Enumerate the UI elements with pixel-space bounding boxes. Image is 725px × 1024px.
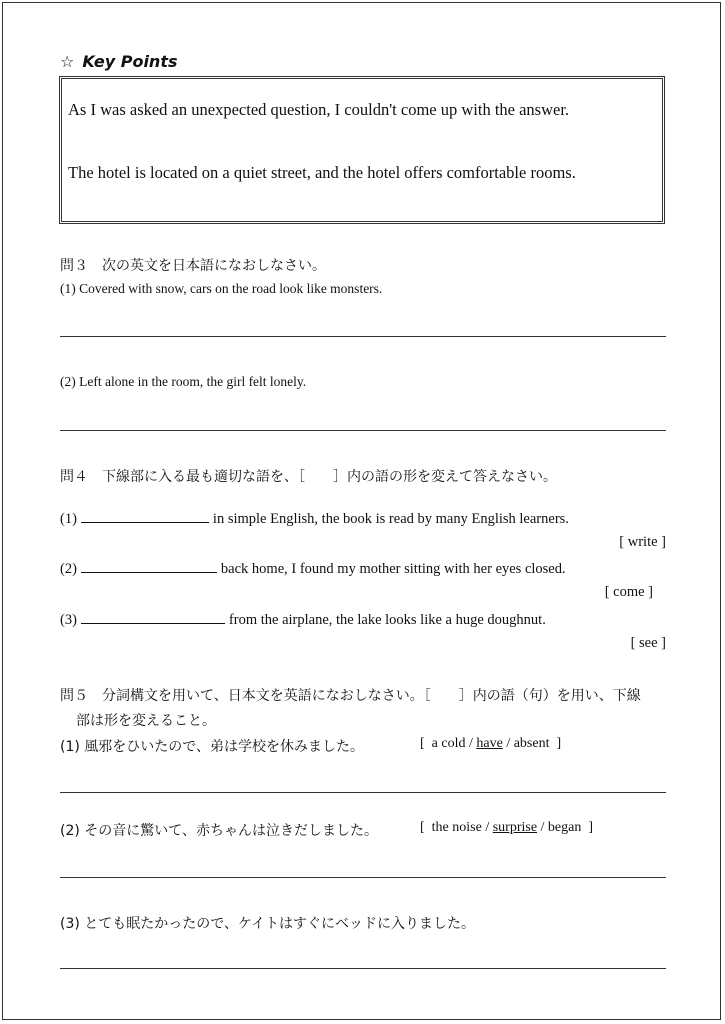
q4-item-2 xyxy=(60,558,566,578)
q4-item-2-blank[interactable] xyxy=(81,558,217,573)
q4-item-3-number: (3) xyxy=(60,612,77,628)
q5-item-1-hint xyxy=(420,736,561,752)
q4-item-1-blank[interactable] xyxy=(81,508,209,523)
q4-item-1 xyxy=(60,508,569,528)
hint-close-bracket: ] xyxy=(556,736,562,751)
q3-heading: 問３ 次の英文を日本語になおしなさい。 xyxy=(60,258,326,274)
q5-answer-line-1[interactable] xyxy=(60,792,666,793)
q4-item-1-hint: [ write ] xyxy=(619,534,666,550)
q4-item-3-blank[interactable] xyxy=(81,609,225,624)
hint-underlined-word: have xyxy=(476,736,503,751)
q4-item-2-number: (2) xyxy=(60,561,77,577)
q5-answer-line-3[interactable] xyxy=(60,968,666,969)
q3-answer-line-2[interactable] xyxy=(60,430,666,431)
q4-item-1-text: in simple English, the book is read by many English learners. xyxy=(212,511,569,527)
hint-underlined-word: surprise xyxy=(492,820,538,835)
q4-item-1-number: (1) xyxy=(60,511,77,527)
hint-word: the noise / xyxy=(431,820,490,835)
q4-heading: 問４ 下線部に入る最も適切な語を、［ ］内の語の形を変えて答えなさい。 xyxy=(60,469,557,485)
key-points-label: Key Points xyxy=(82,52,178,71)
q5-item-3: (3) とても眠たかったので、ケイトはすぐにベッドに入りました。 xyxy=(60,916,476,932)
q3-answer-line-1[interactable] xyxy=(60,336,666,337)
q3-item-2: (2) Left alone in the room, the girl felt lonely. xyxy=(60,374,307,389)
q5-item-1: (1) 風邪をひいたので、弟は学校を休みました。 xyxy=(60,739,365,755)
q4-item-3-hint: [ see ] xyxy=(630,635,666,651)
q4-item-2-hint: [ come ] xyxy=(604,584,653,600)
star-icon: ☆ xyxy=(60,52,75,71)
q5-heading-line-1: 問５ 分詞構文を用いて、日本文を英語になおしなさい。［ ］内の語（句）を用い、下線 xyxy=(60,688,641,704)
q5-heading-line-2: 部は形を変えること。 xyxy=(76,713,216,729)
q5-item-2-hint xyxy=(420,820,593,836)
q5-answer-line-2[interactable] xyxy=(60,877,666,878)
q3-item-1: (1) Covered with snow, cars on the road look like monsters. xyxy=(60,281,383,296)
key-point-sentence-2: The hotel is located on a quiet street, and the hotel offers comfortable rooms. xyxy=(68,163,576,182)
q4-item-3-text: from the airplane, the lake looks like a huge doughnut. xyxy=(228,612,546,628)
q4-item-2-text: back home, I found my mother sitting with her eyes closed. xyxy=(220,561,566,577)
key-point-sentence-1: As I was asked an unexpected question, I couldn't come up with the answer. xyxy=(68,100,570,119)
q5-item-2: (2) その音に驚いて、赤ちゃんは泣きだしました。 xyxy=(60,823,378,839)
hint-open-bracket: [ xyxy=(420,736,425,751)
key-points-title xyxy=(60,52,177,71)
hint-close-bracket: ] xyxy=(588,820,594,835)
hint-word: / absent xyxy=(506,736,550,751)
hint-word: a cold / xyxy=(431,736,473,751)
hint-word: / began xyxy=(540,820,582,835)
q4-item-3 xyxy=(60,609,546,629)
key-points-box xyxy=(59,76,665,224)
hint-open-bracket: [ xyxy=(420,820,425,835)
